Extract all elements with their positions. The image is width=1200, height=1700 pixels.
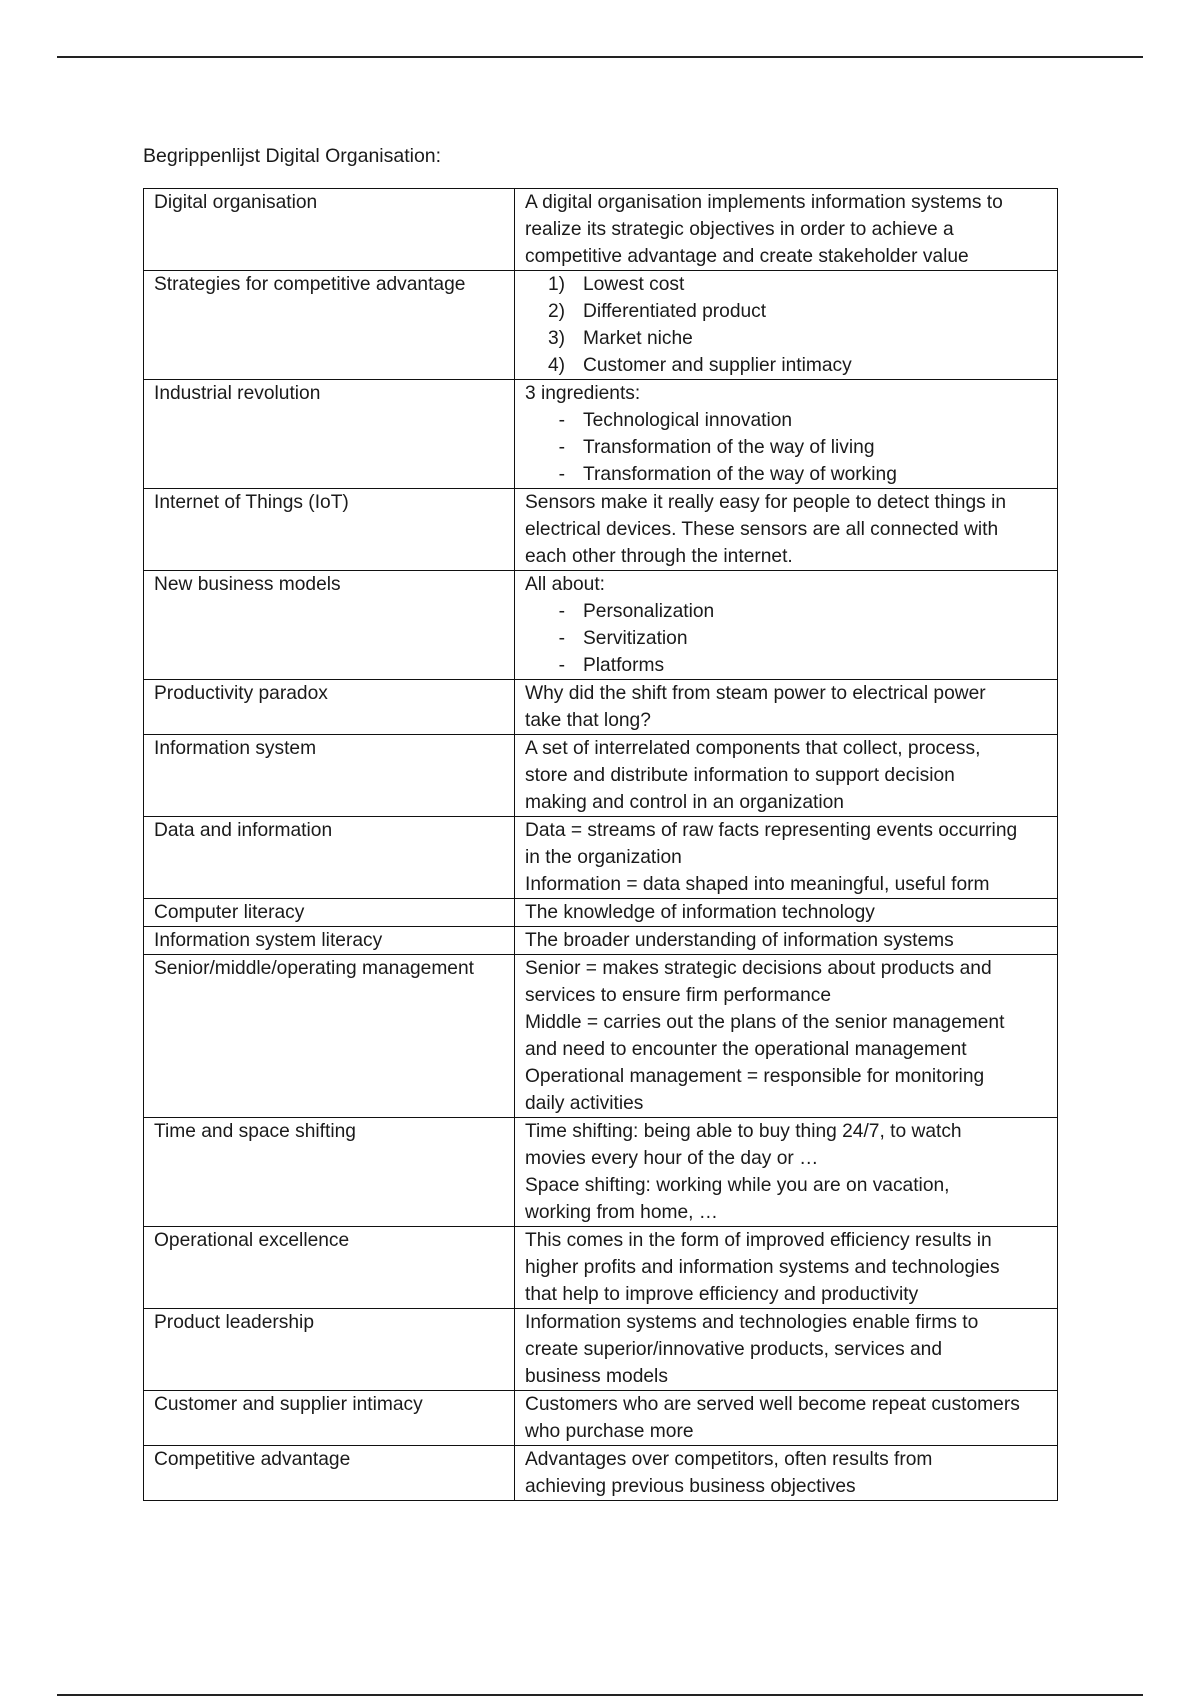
glossary-row bbox=[144, 735, 1058, 817]
definition-line: competitive advantage and create stakeholder value bbox=[525, 246, 969, 267]
list-item-text: Platforms bbox=[583, 655, 665, 676]
list-marker: 2) bbox=[547, 301, 565, 322]
definition-line: Advantages over competitors, often results from bbox=[525, 1449, 933, 1470]
definition-line: achieving previous business objectives bbox=[525, 1476, 856, 1497]
footer-rule bbox=[57, 1694, 1143, 1696]
definition-cell bbox=[515, 1309, 1058, 1391]
definition-line: Why did the shift from steam power to electrical power bbox=[525, 683, 986, 704]
definition-cell bbox=[515, 680, 1058, 735]
glossary-row bbox=[144, 271, 1058, 380]
definition-line: Middle = carries out the plans of the senior management bbox=[525, 1012, 1005, 1033]
definition-line: Space shifting: working while you are on vacation, bbox=[525, 1175, 950, 1196]
list-marker: 3) bbox=[547, 328, 565, 349]
definition-line: in the organization bbox=[525, 847, 682, 868]
definition-line: Customers who are served well become repeat customers bbox=[525, 1394, 1020, 1415]
definition-line: electrical devices. These sensors are all connected with bbox=[525, 519, 999, 540]
list-item-text: Technological innovation bbox=[583, 410, 793, 431]
term-cell: Senior/middle/operating management bbox=[144, 955, 515, 1118]
term-cell: Information system literacy bbox=[144, 927, 515, 955]
glossary-row bbox=[144, 380, 1058, 489]
definition-cell bbox=[515, 735, 1058, 817]
definition-line: Time shifting: being able to buy thing 24/7, to watch bbox=[525, 1121, 962, 1142]
term-cell: Product leadership bbox=[144, 1309, 515, 1391]
definition-line: A set of interrelated components that collect, process, bbox=[525, 738, 981, 759]
definition-cell bbox=[515, 571, 1058, 680]
definition-cell bbox=[515, 271, 1058, 380]
glossary-row bbox=[144, 817, 1058, 899]
definition-line: The knowledge of information technology bbox=[525, 902, 875, 923]
definition-line: Information systems and technologies enable firms to bbox=[525, 1312, 979, 1333]
glossary-row bbox=[144, 1446, 1058, 1501]
term-cell: New business models bbox=[144, 571, 515, 680]
list-item bbox=[525, 352, 1049, 379]
definition-cell bbox=[515, 489, 1058, 571]
glossary-row bbox=[144, 1391, 1058, 1446]
definition-cell bbox=[515, 1391, 1058, 1446]
term-cell: Customer and supplier intimacy bbox=[144, 1391, 515, 1446]
list-item bbox=[525, 271, 1049, 298]
list-marker: - bbox=[558, 601, 565, 622]
definition-line: working from home, … bbox=[525, 1202, 718, 1223]
term-cell: Productivity paradox bbox=[144, 680, 515, 735]
definition-line: This comes in the form of improved efficiency results in bbox=[525, 1230, 992, 1251]
list-marker: - bbox=[558, 628, 565, 649]
glossary-table bbox=[143, 188, 1058, 1501]
definition-line: Sensors make it really easy for people to detect things in bbox=[525, 492, 1007, 513]
glossary-row bbox=[144, 571, 1058, 680]
header-rule bbox=[57, 56, 1143, 58]
list-item-text: Differentiated product bbox=[583, 301, 767, 322]
definition-line: realize its strategic objectives in order to achieve a bbox=[525, 219, 954, 240]
definition-line: movies every hour of the day or … bbox=[525, 1148, 819, 1169]
list-item-text: Customer and supplier intimacy bbox=[583, 355, 852, 376]
definition-cell bbox=[515, 380, 1058, 489]
list-item-text: Transformation of the way of living bbox=[583, 437, 875, 458]
glossary-body bbox=[144, 189, 1058, 1501]
definition-cell bbox=[515, 899, 1058, 927]
definition-line: business models bbox=[525, 1366, 668, 1387]
definition-cell bbox=[515, 927, 1058, 955]
glossary-row bbox=[144, 927, 1058, 955]
glossary-row bbox=[144, 1118, 1058, 1227]
list-marker: 1) bbox=[547, 274, 565, 295]
glossary-row bbox=[144, 189, 1058, 271]
list-item bbox=[525, 598, 1049, 625]
glossary-row bbox=[144, 1309, 1058, 1391]
definition-cell bbox=[515, 1227, 1058, 1309]
term-cell: Strategies for competitive advantage bbox=[144, 271, 515, 380]
term-cell: Industrial revolution bbox=[144, 380, 515, 489]
list-item bbox=[525, 625, 1049, 652]
list-item bbox=[525, 434, 1049, 461]
definition-line: create superior/innovative products, services and bbox=[525, 1339, 943, 1360]
definition-line: that help to improve efficiency and productivity bbox=[525, 1284, 919, 1305]
definition-cell bbox=[515, 817, 1058, 899]
term-cell: Data and information bbox=[144, 817, 515, 899]
list-item bbox=[525, 407, 1049, 434]
list-item-text: Personalization bbox=[583, 601, 715, 622]
term-cell: Computer literacy bbox=[144, 899, 515, 927]
definition-line: services to ensure firm performance bbox=[525, 985, 832, 1006]
list-item-text: Market niche bbox=[583, 328, 693, 349]
definition-line: Data = streams of raw facts representing events occurring bbox=[525, 820, 1018, 841]
definition-line: making and control in an organization bbox=[525, 792, 844, 813]
definition-line: Senior = makes strategic decisions about products and bbox=[525, 958, 992, 979]
list-marker: - bbox=[558, 655, 565, 676]
list-item-text: Servitization bbox=[583, 628, 688, 649]
term-cell: Competitive advantage bbox=[144, 1446, 515, 1501]
definition-cell bbox=[515, 1446, 1058, 1501]
glossary-row bbox=[144, 680, 1058, 735]
glossary-row bbox=[144, 955, 1058, 1118]
definition-line: who purchase more bbox=[525, 1421, 694, 1442]
list-item bbox=[525, 652, 1049, 679]
definition-intro: 3 ingredients: bbox=[525, 383, 641, 404]
list-marker: 4) bbox=[547, 355, 565, 376]
term-cell: Digital organisation bbox=[144, 189, 515, 271]
list-marker: - bbox=[558, 464, 565, 485]
term-cell: Time and space shifting bbox=[144, 1118, 515, 1227]
definition-line: Information = data shaped into meaningful, useful form bbox=[525, 874, 990, 895]
list-item-text: Transformation of the way of working bbox=[583, 464, 897, 485]
definition-intro: All about: bbox=[525, 574, 606, 595]
definition-line: higher profits and information systems and technologies bbox=[525, 1257, 1000, 1278]
list-item bbox=[525, 298, 1049, 325]
definition-line: store and distribute information to support decision bbox=[525, 765, 955, 786]
definition-cell bbox=[515, 1118, 1058, 1227]
definition-line: Operational management = responsible for monitoring bbox=[525, 1066, 985, 1087]
definition-cell bbox=[515, 955, 1058, 1118]
definition-line: each other through the internet. bbox=[525, 546, 793, 567]
definition-line: take that long? bbox=[525, 710, 651, 731]
list-marker: - bbox=[558, 410, 565, 431]
definition-line: and need to encounter the operational management bbox=[525, 1039, 967, 1060]
glossary-row bbox=[144, 899, 1058, 927]
glossary-row bbox=[144, 489, 1058, 571]
definition-line: The broader understanding of information systems bbox=[525, 930, 954, 951]
list-item bbox=[525, 461, 1049, 488]
definition-line: A digital organisation implements information systems to bbox=[525, 192, 1003, 213]
list-item bbox=[525, 325, 1049, 352]
term-cell: Information system bbox=[144, 735, 515, 817]
list-marker: - bbox=[558, 437, 565, 458]
document-title: Begrippenlijst Digital Organisation: bbox=[143, 145, 442, 167]
definition-line: daily activities bbox=[525, 1093, 644, 1114]
list-item-text: Lowest cost bbox=[583, 274, 685, 295]
definition-cell bbox=[515, 189, 1058, 271]
glossary-row bbox=[144, 1227, 1058, 1309]
term-cell: Operational excellence bbox=[144, 1227, 515, 1309]
term-cell: Internet of Things (IoT) bbox=[144, 489, 515, 571]
